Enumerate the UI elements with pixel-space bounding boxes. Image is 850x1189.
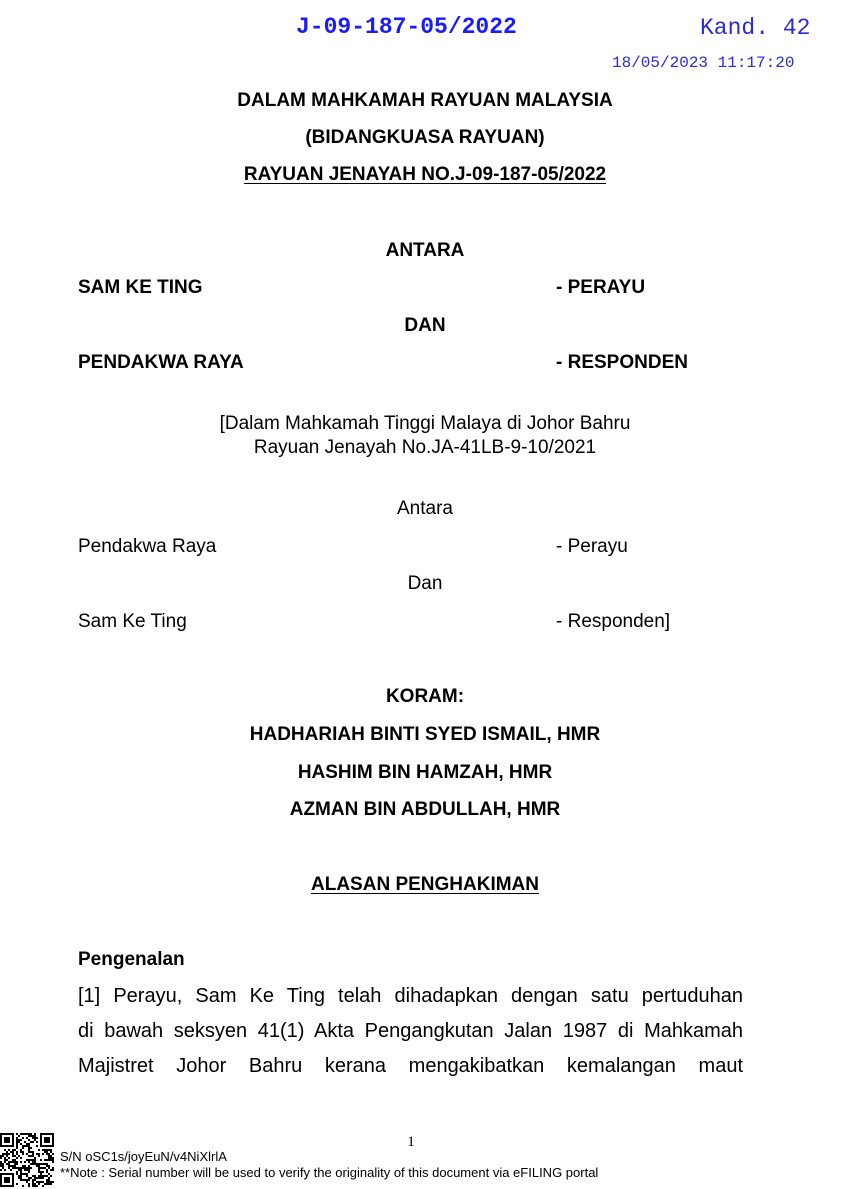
between-label: ANTARA (385, 240, 465, 261)
lower-court-between: Antara (397, 498, 453, 519)
case-number-stamp: J-09-187-05/2022 (296, 14, 517, 40)
section-heading: Pengenalan (78, 949, 185, 970)
qr-code-icon (0, 1133, 54, 1187)
coram-judge: AZMAN BIN ABDULLAH, HMR (289, 799, 561, 820)
appellant-name: SAM KE TING (78, 277, 203, 298)
appellant-role: - PERAYU (556, 277, 646, 298)
lower-appellant-role: - Perayu (556, 536, 628, 557)
coram-judge: HADHARIAH BINTI SYED ISMAIL, HMR (249, 724, 601, 745)
jurisdiction-title: (BIDANGKUASA RAYUAN) (305, 127, 545, 148)
lower-respondent-role: - Responden] (556, 611, 671, 632)
court-title: DALAM MAHKAMAH RAYUAN MALAYSIA (237, 90, 613, 111)
kand-stamp: Kand. 42 (700, 15, 811, 41)
appeal-number-text: RAYUAN JENAYAH NO.J-09-187-05/2022 (243, 164, 607, 185)
judgment-title (0, 874, 850, 896)
paragraph-line: [1] Perayu, Sam Ke Ting telah dihadapkan dengan satu pertuduhan (78, 985, 743, 1007)
lower-court-line-2: Rayuan Jenayah No.JA-41LB-9-10/2021 (253, 437, 597, 458)
paragraph-line: di bawah seksyen 41(1) Akta Pengangkutan Jalan 1987 di Mahkamah (78, 1020, 743, 1042)
appeal-number-title (0, 164, 850, 186)
coram-label: KORAM: (385, 686, 465, 707)
and-label: DAN (404, 315, 446, 336)
judgment-title-text: ALASAN PENGHAKIMAN (311, 874, 539, 895)
lower-court-and: Dan (407, 573, 443, 594)
paragraph-line: Majistret Johor Bahru kerana mengakibatkan kemalangan maut (78, 1055, 743, 1077)
lower-appellant-name: Pendakwa Raya (78, 536, 217, 557)
page-number: 1 (407, 1134, 415, 1150)
serial-number: S/N oSC1s/joyEuN/v4NiXlrlA (60, 1149, 227, 1164)
lower-respondent-name: Sam Ke Ting (78, 611, 187, 632)
respondent-role: - RESPONDEN (556, 352, 688, 373)
timestamp-stamp: 18/05/2023 11:17:20 (612, 54, 795, 72)
coram-judge: HASHIM BIN HAMZAH, HMR (297, 762, 553, 783)
lower-court-line-1: [Dalam Mahkamah Tinggi Malaya di Johor Bahru (219, 413, 631, 434)
respondent-name: PENDAKWA RAYA (78, 352, 244, 373)
footer-note: **Note : Serial number will be used to verify the originality of this document via eFILING portal (60, 1165, 599, 1180)
